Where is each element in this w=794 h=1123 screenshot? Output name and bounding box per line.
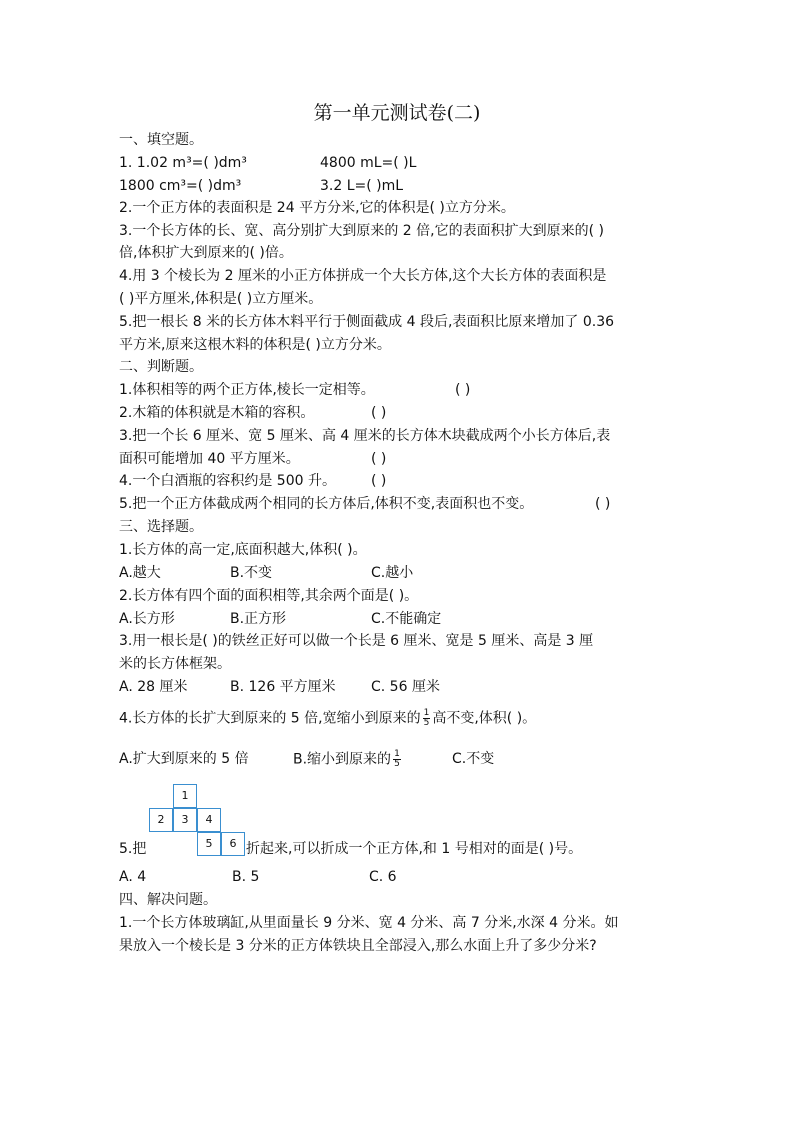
s1-q1-a: 1. 1.02 m³=( )dm³ [119,155,247,171]
s3-q3-line2: 米的长方体框架。 [119,656,231,672]
s3-q2: 2.长方体有四个面的面积相等,其余两个面是( )。 [119,588,419,604]
s2-q3-paren: ( ) [371,451,387,467]
s2-q2-paren: ( ) [371,405,387,421]
s3-q4-option-a: A.扩大到原来的 5 倍 [119,751,249,767]
section-3-heading: 三、选择题。 [119,519,203,535]
net-cell-2: 2 [149,808,173,832]
s2-q3-line2: 面积可能增加 40 平方厘米。 [119,451,300,467]
net-cell-5: 5 [197,832,221,856]
s3-q5-option-c: C. 6 [369,869,397,885]
net-cell-3: 3 [173,808,197,832]
s4-q1-line2: 果放入一个棱长是 3 分米的正方体铁块且全部浸入,那么水面上升了多少分米? [119,938,597,954]
s3-q3-option-b: B. 126 平方厘米 [230,679,336,695]
s1-q1-b: 4800 mL=( )L [320,155,417,171]
s3-q4 [119,709,536,728]
s2-q1: 1.体积相等的两个正方体,棱长一定相等。 [119,382,375,398]
net-cell-1: 1 [173,784,197,808]
cube-net-diagram [149,784,249,860]
s3-q4-option-c: C.不变 [452,751,495,767]
section-1-heading: 一、填空题。 [119,132,203,148]
s2-q4-paren: ( ) [371,473,387,489]
s1-q5-line2: 平方米,原来这根木料的体积是( )立方分米。 [119,337,391,353]
s3-q5-text-after: 折起来,可以折成一个正方体,和 1 号相对的面是( )号。 [246,841,583,857]
fraction-numerator: 1 [423,708,430,718]
s1-q3-line2: 倍,体积扩大到原来的( )倍。 [119,245,293,261]
s2-q5-paren: ( ) [595,496,611,512]
s2-q5: 5.把一个正方体截成两个相同的长方体后,体积不变,表面积也不变。 [119,496,534,512]
section-2-heading: 二、判断题。 [119,359,203,375]
s1-q4-line1: 4.用 3 个棱长为 2 厘米的小正方体拼成一个大长方体,这个大长方体的表面积是 [119,268,607,284]
one-fifth-fraction [393,750,401,769]
s3-q2-option-b: B.正方形 [230,611,287,627]
s1-q5-line1: 5.把一根长 8 米的长方体木料平行于侧面截成 4 段后,表面积比原来增加了 0.36 [119,314,615,330]
s3-q4-option-b [293,750,403,769]
fraction-numerator: 1 [394,749,400,759]
s3-q2-option-c: C.不能确定 [371,611,442,627]
s1-q1-c: 1800 cm³=( )dm³ [119,178,242,194]
section-4-heading: 四、解决问题。 [119,892,217,908]
s3-q1: 1.长方体的高一定,底面积越大,体积( )。 [119,542,367,558]
s2-q1-paren: ( ) [455,382,471,398]
s1-q4-line2: ( )平方厘米,体积是( )立方厘米。 [119,291,323,307]
s2-q2: 2.木箱的体积就是木箱的容积。 [119,405,315,421]
s1-q2: 2.一个正方体的表面积是 24 平方分米,它的体积是( )立方分米。 [119,200,515,216]
s3-q1-option-c: C.越小 [371,565,414,581]
page-title: 第一单元测试卷(二) [313,102,481,124]
s2-q3-line1: 3.把一个长 6 厘米、宽 5 厘米、高 4 厘米的长方体木块截成两个小长方体后,表 [119,428,611,444]
s3-q1-option-b: B.不变 [230,565,273,581]
fraction-denominator: 5 [423,718,430,728]
s3-q4-option-b-text: B.缩小到原来的 [293,751,392,768]
net-cell-6: 6 [221,832,245,856]
one-fifth-fraction [423,709,431,728]
net-cell-4: 4 [197,808,221,832]
s2-q4: 4.一个白酒瓶的容积约是 500 升。 [119,473,336,489]
s3-q3-option-c: C. 56 厘米 [371,679,440,695]
s3-q1-option-a: A.越大 [119,565,161,581]
s3-q3-option-a: A. 28 厘米 [119,679,188,695]
s4-q1-line1: 1.一个长方体玻璃缸,从里面量长 9 分米、宽 4 分米、高 7 分米,水深 4 分米。如 [119,915,619,931]
s1-q3-line1: 3.一个长方体的长、宽、高分别扩大到原来的 2 倍,它的表面积扩大到原来的( ) [119,223,604,239]
s3-q5-option-a: A. 4 [119,869,147,885]
s3-q2-option-a: A.长方形 [119,611,175,627]
s1-q1-d: 3.2 L=( )mL [320,178,404,194]
s3-q4-text-before: 4.长方体的长扩大到原来的 5 倍,宽缩小到原来的 [119,710,421,727]
s3-q4-text-after: 高不变,体积( )。 [432,710,537,727]
s3-q5-text-before: 5.把 [119,841,147,857]
s3-q5-option-b: B. 5 [232,869,260,885]
s3-q3-line1: 3.用一根长是( )的铁丝正好可以做一个长是 6 厘米、宽是 5 厘米、高是 3 厘 [119,633,594,649]
fraction-denominator: 5 [394,759,400,769]
